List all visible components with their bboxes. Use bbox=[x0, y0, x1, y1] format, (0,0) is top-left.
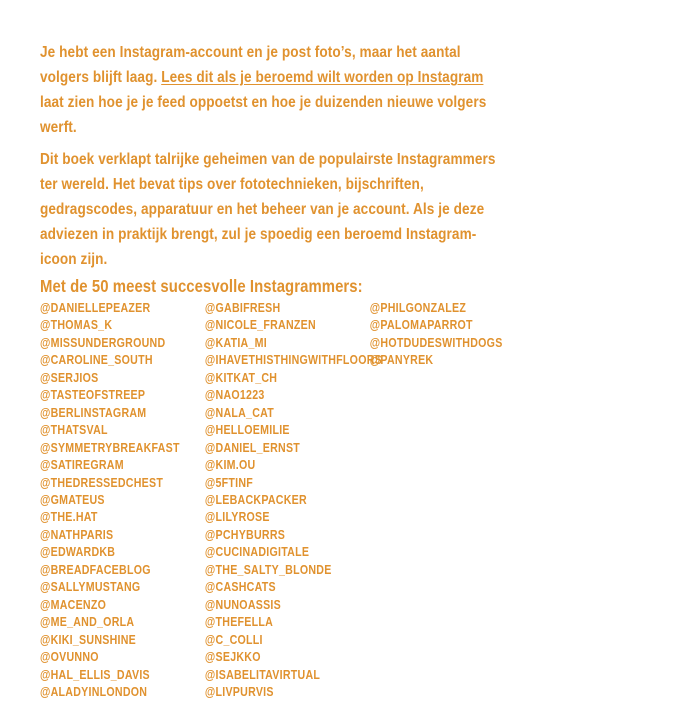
instagram-handle: @SALLYMUSTANG bbox=[40, 580, 141, 595]
instagram-handle: @THE_SALTY_BLONDE bbox=[204, 562, 332, 577]
instagram-handle: @MACENZO bbox=[40, 597, 107, 612]
instagram-handle: @OVUNNO bbox=[40, 650, 99, 665]
instagram-handle: @SERJIOS bbox=[40, 370, 99, 385]
instagram-handle: @SEJKKO bbox=[204, 650, 261, 665]
instagram-handle: @THATSVAL bbox=[40, 423, 108, 438]
instagram-handle: @THOMAS_K bbox=[40, 318, 113, 333]
instagram-handle: @PHILGONZALEZ bbox=[369, 301, 467, 315]
instagram-handle: @KIKI_SUNSHINE bbox=[40, 632, 136, 647]
instagram-handle: @SATIREGRAM bbox=[40, 458, 124, 473]
instagram-handle: @ALADYINLONDON bbox=[40, 684, 148, 699]
instagram-handle: @GABIFRESH bbox=[204, 301, 281, 315]
book-title-underlined: Lees dit als je beroemd wilt worden op Instagram bbox=[161, 69, 484, 86]
instagram-handle: @LIVPURVIS bbox=[204, 684, 274, 699]
instagram-handle: @DANIELLEPEAZER bbox=[40, 301, 151, 315]
instagram-handle: @KITKAT_CH bbox=[204, 370, 278, 385]
instagram-handle: @NATHPARIS bbox=[40, 527, 114, 542]
instagram-handle: @SYMMETRYBREAKFAST bbox=[40, 440, 180, 455]
instagram-handle: @HOTDUDESWITHDOGS bbox=[369, 335, 503, 350]
instagram-handle: @IHAVETHISTHINGWITHFLOORS bbox=[204, 353, 382, 368]
handles-column-1 bbox=[40, 300, 205, 701]
handles-column-2 bbox=[204, 300, 382, 701]
instagram-handle: @DANIEL_ERNST bbox=[204, 440, 301, 455]
instagram-handle: @THE.HAT bbox=[40, 510, 98, 525]
instagram-handle: @LEBACKPACKER bbox=[204, 492, 307, 507]
intro-paragraph-1-text-before: Je hebt een Instagram-account en je post foto’s, maar het aantal volgers blijft laag. bbox=[40, 44, 461, 86]
handles-column-3 bbox=[370, 300, 686, 701]
instagram-handle: @BREADFACEBLOG bbox=[40, 562, 151, 577]
page-content bbox=[40, 40, 686, 701]
instagram-handle: @ISABELITAVIRTUAL bbox=[204, 667, 321, 682]
instagram-handle: @THEFELLA bbox=[204, 615, 274, 630]
instagram-handle: @PALOMAPARROT bbox=[369, 318, 473, 333]
instagram-handles-list bbox=[40, 300, 686, 701]
instagram-handle: @MISSUNDERGROUND bbox=[40, 335, 166, 350]
instagram-handle: @CAROLINE_SOUTH bbox=[40, 353, 153, 368]
instagram-handle: @HAL_ELLIS_DAVIS bbox=[40, 667, 150, 682]
instagram-handle: @NICOLE_FRANZEN bbox=[204, 318, 316, 333]
instagram-handle: @BERLINSTAGRAM bbox=[40, 405, 147, 420]
intro-paragraph-1 bbox=[40, 40, 499, 140]
instagram-handle: @C_COLLI bbox=[204, 632, 263, 647]
instagram-handle: @KIM.OU bbox=[204, 458, 256, 473]
instagram-handle: @NALA_CAT bbox=[204, 405, 275, 420]
instagram-handle: @KATIA_MI bbox=[204, 335, 267, 350]
instagram-handle: @PCHYBURRS bbox=[204, 527, 286, 542]
instagram-handle: @CUCINADIGITALE bbox=[204, 545, 310, 560]
instagram-handle: @TASTEOFSTREEP bbox=[40, 388, 146, 403]
instagram-handle: @HELLOEMILIE bbox=[204, 423, 290, 438]
instagram-handle: @CASHCATS bbox=[204, 580, 276, 595]
instagram-handle: @NAO1223 bbox=[204, 388, 265, 403]
instagram-handle: @GMATEUS bbox=[40, 492, 105, 507]
instagram-handle: @EDWARDKB bbox=[40, 545, 116, 560]
instagram-handle: @LILYROSE bbox=[204, 510, 270, 525]
instagram-handle: @ME_AND_ORLA bbox=[40, 615, 135, 630]
intro-paragraph-2: Dit boek verklapt talrijke geheimen van de populairste Instagrammers ter wereld. Het bevat tips over fototechnieken, bijschriften, gedragscodes, apparatuur en het beheer van je account. Als je deze adviezen in praktijk brengt, zul je spoedig een beroemd Instagram-icoon zijn. bbox=[40, 151, 496, 268]
instagram-handle: @NUNOASSIS bbox=[204, 597, 281, 612]
instagram-handle: @THEDRESSEDCHEST bbox=[40, 475, 164, 490]
handles-heading: Met de 50 meest succesvolle Instagrammers: bbox=[40, 276, 363, 296]
instagram-handle: @5FTINF bbox=[204, 475, 254, 490]
intro-paragraph-1-text-after: laat zien hoe je je feed oppoetst en hoe je duizenden nieuwe volgers werft. bbox=[40, 94, 487, 136]
instagram-handle: @PANYREK bbox=[369, 353, 434, 368]
